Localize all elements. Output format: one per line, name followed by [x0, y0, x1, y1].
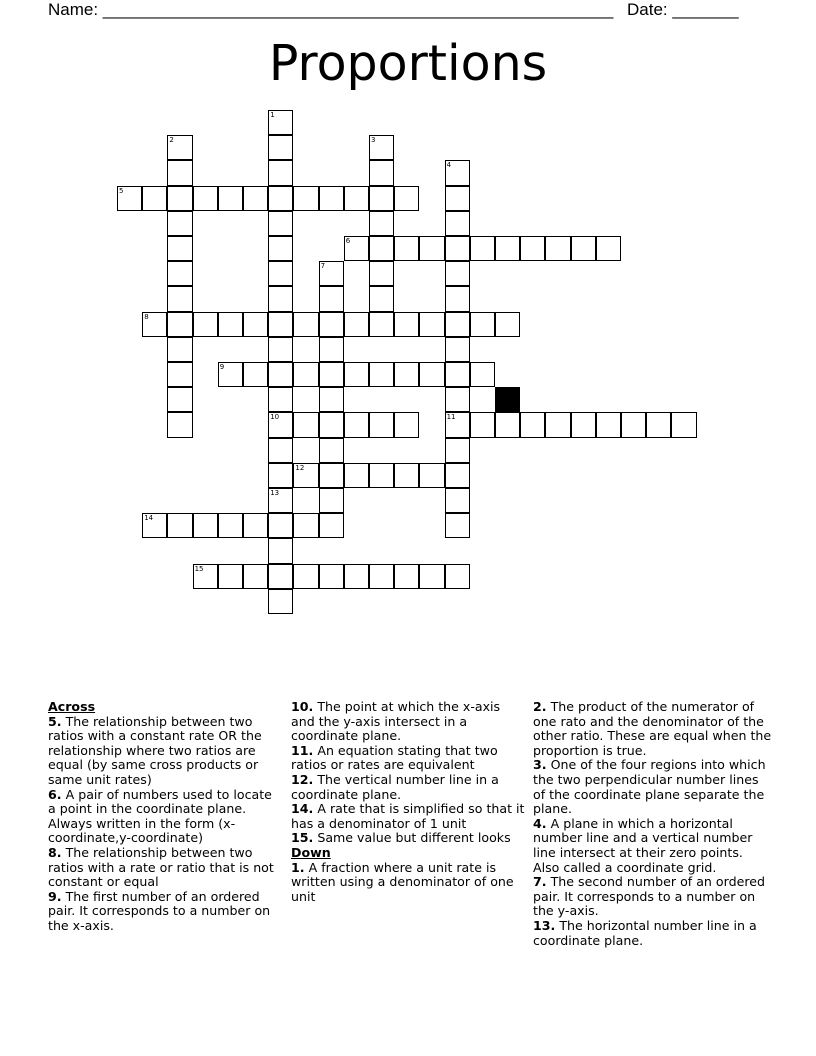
clue-number: 11	[446, 413, 456, 422]
grid-cell[interactable]	[394, 564, 419, 589]
grid-cell[interactable]	[445, 488, 470, 513]
grid-cell[interactable]	[344, 412, 369, 437]
clue-across-14: 14. A rate that is simplified so that it has a denominator of 1 unit	[291, 801, 525, 831]
clue-across-6: 6. A pair of numbers used to locate a point in the coordinate plane. Always written in the form (x-coordinate,y-coordinate)	[48, 786, 272, 846]
clue-across-11: 11. An equation stating that two ratios or rates are equivalent	[291, 742, 498, 773]
grid-cell[interactable]	[167, 261, 192, 286]
grid-cell[interactable]	[394, 463, 419, 488]
grid-cell[interactable]	[344, 362, 369, 387]
grid-cell[interactable]	[193, 513, 218, 538]
grid-cell[interactable]	[167, 186, 192, 211]
grid-cell[interactable]	[596, 236, 621, 261]
grid-cell[interactable]	[445, 412, 470, 437]
grid-cell[interactable]	[268, 412, 293, 437]
grid-cell[interactable]	[445, 211, 470, 236]
grid-cell[interactable]	[445, 564, 470, 589]
grid-cell[interactable]	[167, 211, 192, 236]
grid-cell[interactable]	[419, 463, 444, 488]
grid-cell[interactable]	[319, 286, 344, 311]
clue-number: 9	[219, 363, 225, 371]
grid-cell[interactable]	[445, 362, 470, 387]
grid-cell[interactable]	[293, 362, 318, 387]
clue-number: 10	[270, 413, 280, 422]
clue-across-5: 5. The relationship between two ratios with a constant rate OR the relationship where two ratios are equal (by same cross products or same unit rates)	[48, 713, 262, 787]
grid-cell[interactable]	[419, 564, 444, 589]
grid-cell[interactable]	[419, 236, 444, 261]
grid-cell[interactable]	[319, 312, 344, 337]
grid-cell[interactable]	[268, 135, 293, 160]
grid-cell[interactable]	[167, 362, 192, 387]
grid-cell[interactable]	[369, 564, 394, 589]
grid-cell[interactable]	[293, 463, 318, 488]
grid-cell[interactable]	[394, 312, 419, 337]
grid-cell[interactable]	[470, 312, 495, 337]
grid-cell[interactable]	[369, 236, 394, 261]
grid-cell[interactable]	[243, 312, 268, 337]
grid-cell[interactable]	[394, 186, 419, 211]
grid-cell[interactable]	[344, 312, 369, 337]
grid-cell[interactable]	[268, 513, 293, 538]
clue-number: 13	[270, 489, 280, 497]
clue-column-1	[48, 700, 280, 934]
grid-cell[interactable]	[319, 337, 344, 362]
grid-cell[interactable]	[470, 412, 495, 437]
clue-number: 8	[144, 312, 149, 321]
grid-cell[interactable]	[545, 412, 570, 437]
clue-column-2	[291, 700, 527, 904]
grid-cell[interactable]	[344, 236, 369, 261]
grid-cell[interactable]	[344, 463, 369, 488]
grid-cell[interactable]	[495, 312, 520, 337]
grid-cell[interactable]	[218, 513, 243, 538]
grid-cell[interactable]	[218, 186, 243, 211]
grid-cell[interactable]	[167, 135, 192, 160]
grid-cell[interactable]	[319, 186, 344, 211]
grid-cell[interactable]	[243, 186, 268, 211]
grid-cell[interactable]	[319, 513, 344, 538]
grid-cell[interactable]	[419, 362, 444, 387]
grid-cell[interactable]	[218, 564, 243, 589]
grid-cell[interactable]	[445, 312, 470, 337]
grid-cell[interactable]	[520, 236, 545, 261]
grid-cell[interactable]	[319, 564, 344, 589]
clue-number: 15	[194, 564, 204, 573]
grid-cell[interactable]	[319, 387, 344, 412]
grid-cell[interactable]	[268, 463, 293, 488]
grid-cell[interactable]	[445, 463, 470, 488]
grid-cell[interactable]	[394, 362, 419, 387]
grid-cell[interactable]	[268, 438, 293, 463]
grid-cell[interactable]	[193, 186, 218, 211]
grid-cell[interactable]	[293, 564, 318, 589]
down-heading: Down	[291, 844, 331, 860]
grid-cell[interactable]	[369, 261, 394, 286]
grid-cell[interactable]	[470, 362, 495, 387]
grid-cell[interactable]	[243, 362, 268, 387]
clue-column-3	[533, 700, 773, 948]
grid-cell[interactable]	[167, 337, 192, 362]
clue-down-4: 4. A plane in which a horizontal number line and a vertical number line intersect at their zero points. Also called a coordinate grid.	[533, 815, 753, 875]
clue-number: 5	[119, 186, 124, 195]
grid-cell[interactable]	[394, 412, 419, 437]
grid-cell[interactable]	[167, 312, 192, 337]
grid-cell[interactable]	[167, 513, 192, 538]
grid-cell[interactable]	[268, 312, 293, 337]
grid-cell[interactable]	[218, 362, 243, 387]
name-field-label: Name: ______________________________________________________	[48, 0, 614, 19]
grid-cell[interactable]	[167, 236, 192, 261]
clue-down-13: 13. The horizontal number line in a coordinate plane.	[533, 917, 757, 948]
grid-cell[interactable]	[319, 438, 344, 463]
grid-cell[interactable]	[394, 236, 419, 261]
grid-cell[interactable]	[621, 412, 646, 437]
grid-cell[interactable]	[495, 412, 520, 437]
clue-down-1: 1. A fraction where a unit rate is written using a denominator of one unit	[291, 859, 514, 904]
grid-cell[interactable]	[369, 412, 394, 437]
grid-cell[interactable]	[445, 261, 470, 286]
grid-cell[interactable]	[268, 362, 293, 387]
grid-cell[interactable]	[445, 160, 470, 185]
grid-cell[interactable]	[268, 488, 293, 513]
grid-cell[interactable]	[142, 312, 167, 337]
clue-number: 14	[144, 514, 154, 523]
grid-cell[interactable]	[369, 211, 394, 236]
grid-cell[interactable]	[268, 387, 293, 412]
clue-number: 1	[270, 111, 275, 119]
grid-cell[interactable]	[445, 337, 470, 362]
grid-cell[interactable]	[319, 463, 344, 488]
clue-across-8: 8. The relationship between two ratios with a rate or ratio that is not constant or equal	[48, 844, 274, 890]
clue-number: 3	[371, 136, 376, 145]
clue-across-12: 12. The vertical number line in a coordinate plane.	[291, 771, 499, 802]
grid-cell[interactable]	[445, 513, 470, 538]
grid-cell[interactable]	[319, 261, 344, 286]
clue-across-15: 15. Same value but different looks	[291, 830, 511, 846]
grid-cell[interactable]	[470, 236, 495, 261]
grid-cell[interactable]	[142, 513, 167, 538]
grid-cell[interactable]	[193, 312, 218, 337]
grid-cell[interactable]	[293, 513, 318, 538]
grid-cell[interactable]	[268, 538, 293, 563]
grid-cell[interactable]	[117, 186, 142, 211]
grid-cell[interactable]	[369, 463, 394, 488]
grid-cell[interactable]	[218, 312, 243, 337]
grid-cell[interactable]	[268, 186, 293, 211]
grid-cell[interactable]	[571, 412, 596, 437]
grid-cell[interactable]	[646, 412, 671, 437]
grid-cell[interactable]	[520, 412, 545, 437]
grid-cell[interactable]	[293, 312, 318, 337]
clue-number: 2	[169, 136, 174, 145]
grid-cell[interactable]	[495, 236, 520, 261]
clue-down-2: 2. The product of the numerator of one rato and the denominator of the other ratio. These are equal when the proportion is true.	[533, 699, 772, 758]
grid-cell[interactable]	[571, 236, 596, 261]
grid-cell[interactable]	[319, 488, 344, 513]
grid-cell[interactable]	[445, 438, 470, 463]
grid-cell[interactable]	[369, 135, 394, 160]
grid-cell[interactable]	[193, 564, 218, 589]
clue-number: 12	[295, 463, 305, 472]
clue-across-9: 9. The first number of an ordered pair. It corresponds to a number on the x-axis.	[48, 888, 271, 933]
grid-cell[interactable]	[596, 412, 621, 437]
clue-down-3: 3. One of the four regions into which the two perpendicular number lines of the coordinate plane separate the plane.	[533, 757, 766, 817]
clue-number: 7	[320, 262, 326, 271]
grid-cell[interactable]	[671, 412, 696, 437]
date-field-label: Date: _______	[627, 0, 739, 19]
grid-cell[interactable]	[167, 387, 192, 412]
grid-cell[interactable]	[268, 236, 293, 261]
grid-cell[interactable]	[344, 564, 369, 589]
clue-number: 4	[446, 161, 452, 170]
grid-cell[interactable]	[369, 312, 394, 337]
grid-cell[interactable]	[268, 110, 293, 135]
grid-cell[interactable]	[268, 564, 293, 589]
black-cell	[495, 387, 520, 412]
grid-cell[interactable]	[319, 362, 344, 387]
grid-cell[interactable]	[243, 513, 268, 538]
grid-cell[interactable]	[268, 160, 293, 185]
grid-cell[interactable]	[268, 337, 293, 362]
grid-cell[interactable]	[243, 564, 268, 589]
clue-across-10: 10. The point at which the x-axis and the y-axis intersect in a coordinate plane.	[291, 699, 501, 744]
grid-cell[interactable]	[268, 211, 293, 236]
grid-cell[interactable]	[445, 286, 470, 311]
grid-cell[interactable]	[369, 186, 394, 211]
grid-cell[interactable]	[142, 186, 167, 211]
grid-cell[interactable]	[445, 186, 470, 211]
grid-cell[interactable]	[268, 261, 293, 286]
grid-cell[interactable]	[167, 286, 192, 311]
page-title: Proportions	[268, 35, 548, 92]
grid-cell[interactable]	[344, 186, 369, 211]
clue-number: 6	[345, 237, 351, 245]
grid-cell[interactable]	[369, 286, 394, 311]
grid-cell[interactable]	[167, 412, 192, 437]
across-heading: Across	[48, 699, 96, 714]
grid-cell[interactable]	[319, 412, 344, 437]
grid-cell[interactable]	[293, 186, 318, 211]
grid-cell[interactable]	[369, 160, 394, 185]
grid-cell[interactable]	[445, 236, 470, 261]
grid-cell[interactable]	[419, 312, 444, 337]
grid-cell[interactable]	[167, 160, 192, 185]
clue-down-7: 7. The second number of an ordered pair. It corresponds to a number on the y-axis.	[533, 874, 765, 919]
grid-cell[interactable]	[268, 589, 293, 614]
grid-cell[interactable]	[369, 362, 394, 387]
grid-cell[interactable]	[268, 286, 293, 311]
grid-cell[interactable]	[545, 236, 570, 261]
grid-cell[interactable]	[293, 412, 318, 437]
grid-cell[interactable]	[445, 387, 470, 412]
